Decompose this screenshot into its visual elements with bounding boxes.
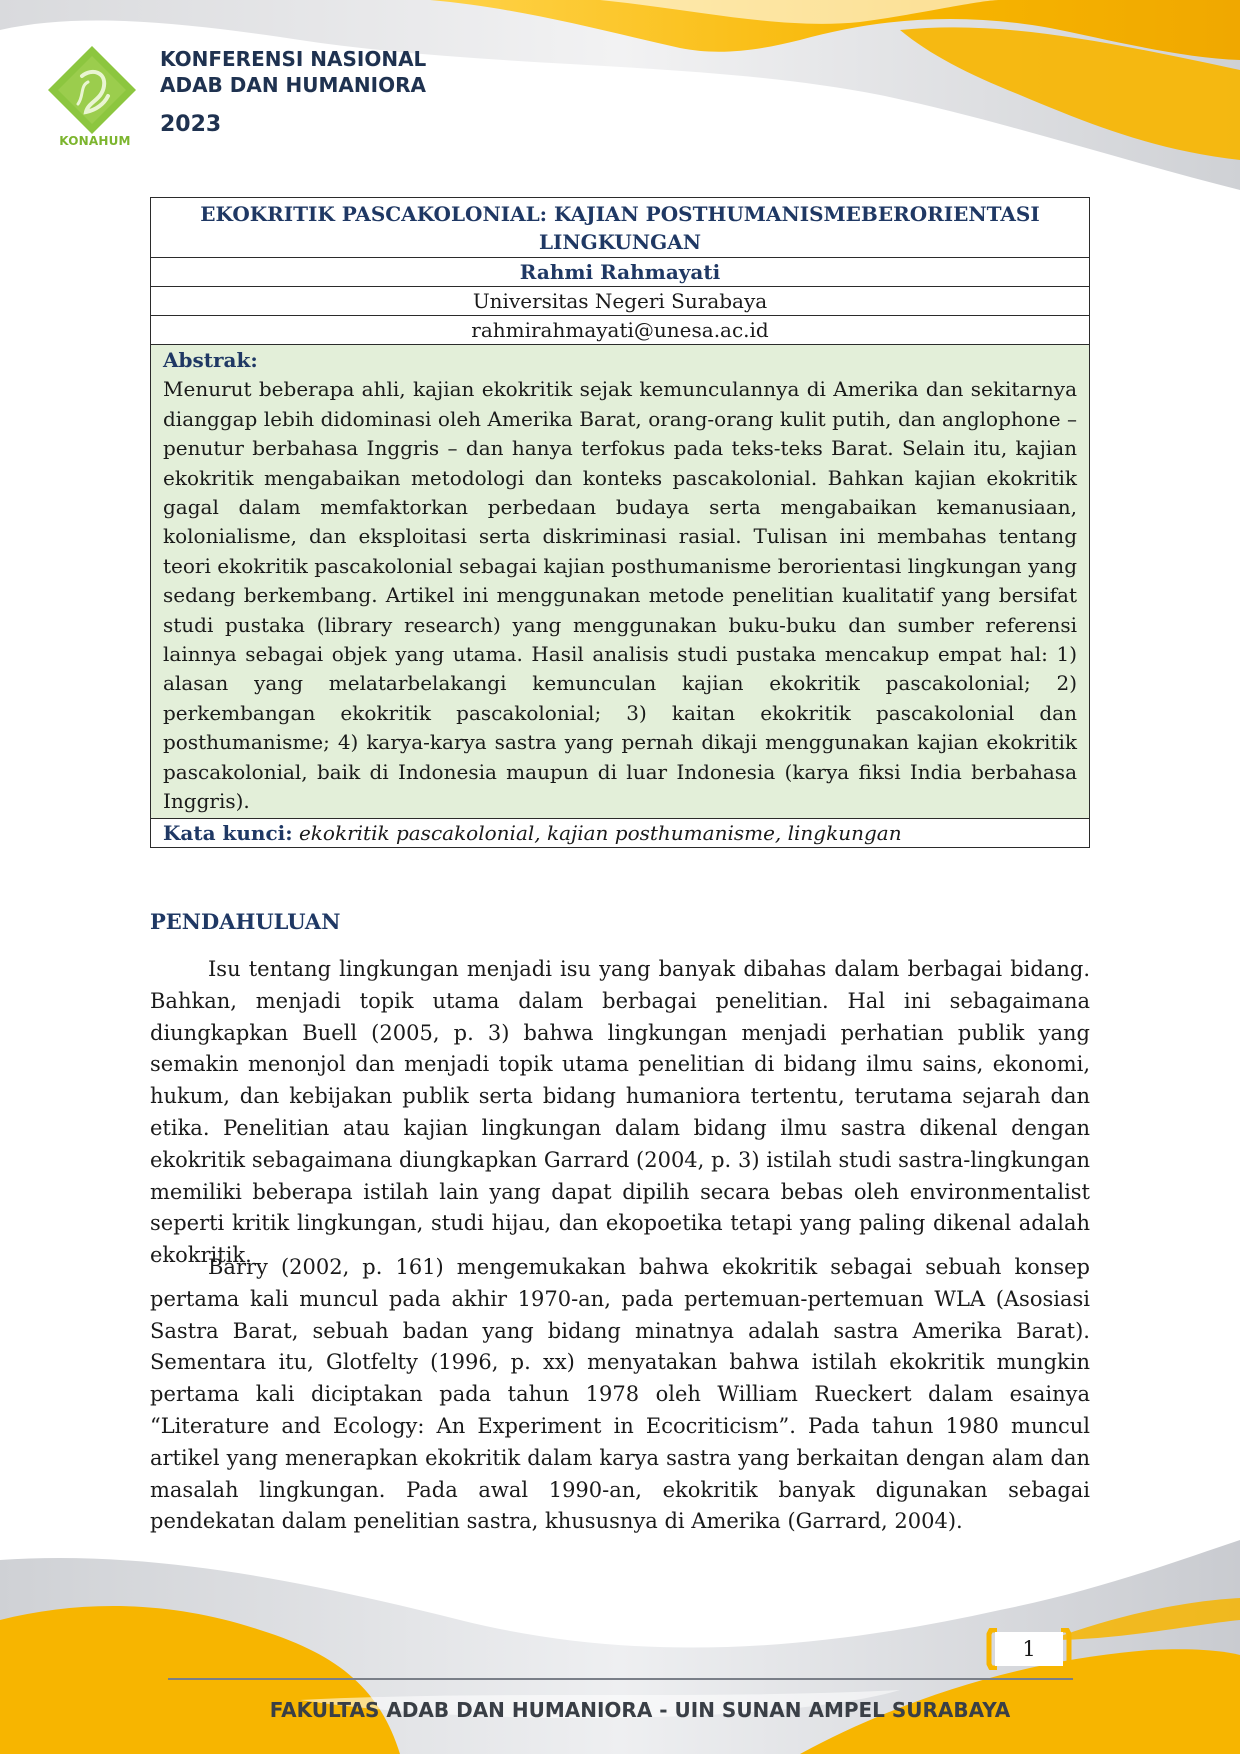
abstract-row [151,345,1090,819]
keywords-cell [151,818,1090,847]
conference-year: 2023 [160,112,222,137]
author-email: rahmirahmayati@unesa.ac.id [151,316,1090,345]
affiliation-row [151,287,1090,316]
page-number: 1 [1022,1637,1036,1661]
abstract-cell [151,345,1090,819]
conference-title-line2: ADAB DAN HUMANIORA [160,73,426,97]
section-heading: PENDAHULUAN [150,909,341,934]
conference-title [160,46,520,98]
keywords-row [151,818,1090,847]
email-row [151,316,1090,345]
intro-paragraph-2: Barry (2002, p. 161) mengemukakan bahwa ekokritik sebagai sebuah konsep pertama kali muncul pada akhir 1970-an, pada pertemuan-pertemuan WLA (Asosiasi Sastra Barat, sebuah badan yang bidang minatnya adalah sastra Amerika Barat). Sementara itu, Glotfelty (1996, p. xx) menyatakan bahwa istilah ekokritik mungkin pertama kali diciptakan pada tahun 1978 oleh William Rueckert dalam esainya “Literature and Ecology: An Experiment in Ecocriticism”. Pada tahun 1980 muncul artikel yang menerapkan ekokritik dalam karya sastra yang berkaitan dengan alam dan masalah lingkungan. Pada awal 1990-an, ekokritik banyak digunakan sebagai pendekatan dalam penelitian sastra, khususnya di Amerika (Garrard, 2004). [150,1255,1090,1534]
author-row [151,258,1090,287]
logo-label: KONAHUM [59,134,131,148]
keywords-label: Kata kunci: [163,820,293,845]
author-name: Rahmi Rahmayati [151,258,1090,287]
author-affiliation: Universitas Negeri Surabaya [151,287,1090,316]
intro-paragraph-1: Isu tentang lingkungan menjadi isu yang banyak dibahas dalam berbagai bidang. Bahkan, menjadi topik utama dalam berbagai penelitian. Hal ini sebagaimana diungkapkan Buell (2005, p. 3) bahwa lingkungan menjadi perhatian publik yang semakin menonjol dan menjadi topik utama penelitian di bidang ilmu sains, ekonomi, hukum, dan kebijakan publik serta bidang humaniora tertentu, terutama sejarah dan etika. Penelitian atau kajian lingkungan dalam bidang ilmu sastra dikenal dengan ekokritik sebagaimana diungkapkan Garrard (2004, p. 3) istilah studi sastra-lingkungan memiliki beberapa istilah lain yang dapat dipilih secara bebas oleh environmentalist seperti kritik lingkungan, studi hijau, dan ekopoetika tetapi yang paling dikenal adalah ekokritik. [150,957,1090,1268]
article-title: EKOKRITIK PASCAKOLONIAL: KAJIAN POSTHUMANISMEBERORIENTASI LINGKUNGAN [151,198,1090,258]
abstract-text: Menurut beberapa ahli, kajian ekokritik sejak kemunculannya di Amerika dan sekitarnya dianggap lebih didominasi oleh Amerika Barat, orang-orang kulit putih, dan anglophone – penutur berbahasa Inggris – dan hanya terfokus pada teks-teks Barat. Selain itu, kajian ekokritik mengabaikan metodologi dan konteks pascakolonial. Bahkan kajian ekokritik gagal dalam memfaktorkan perbedaan budaya serta mengabaikan kemanusiaan, kolonialisme, dan eksploitasi serta diskriminasi rasial. Tulisan ini membahas tentang teori ekokritik pascakolonial sebagai kajian posthumanisme berorientasi lingkungan yang sedang berkembang. Artikel ini menggunakan metode penelitian kualitatif yang bersifat studi pustaka (library research) yang menggunakan buku-buku dan sumber referensi lainnya sebagai objek yang utama. Hasil analisis studi pustaka mencakup empat hal: 1) alasan yang melatarbelakangi kemunculan kajian ekokritik pascakolonial; 2) perkembangan ekokritik pascakolonial; 3) kaitan ekokritik pascakolonial dan posthumanisme; 4) karya-karya sastra yang pernah dikaji menggunakan kajian ekokritik pascakolonial, baik di Indonesia maupun di luar Indonesia (karya fiksi India berbahasa Inggris). [163,377,1077,814]
keywords-text: ekokritik pascakolonial, kajian posthumanisme, lingkungan [292,820,902,845]
title-row [151,198,1090,258]
footer-faculty: FAKULTAS ADAB DAN HUMANIORA - UIN SUNAN AMPEL SURABAYA [269,1698,1011,1722]
article-info-table [150,197,1090,848]
conference-title-line1: KONFERENSI NASIONAL [160,47,427,71]
footer-divider [168,1678,1073,1680]
page-number-badge [985,1628,1073,1670]
abstract-label: Abstrak: [163,348,258,372]
